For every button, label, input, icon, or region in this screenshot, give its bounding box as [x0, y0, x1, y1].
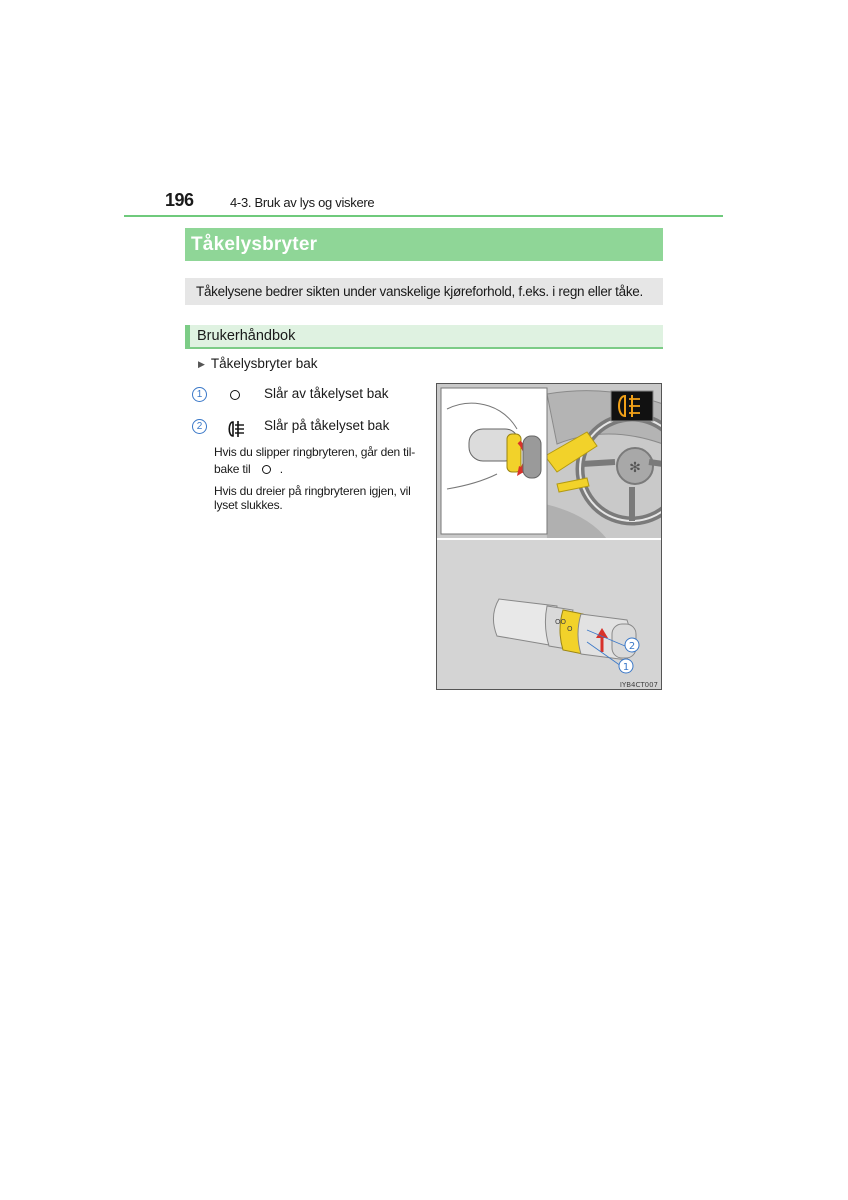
illustration-figure [436, 383, 662, 690]
note-1-line-2 [214, 461, 283, 478]
bullet-label: Tåkelysbryter bak [210, 356, 318, 371]
svg-text:O: O [567, 625, 573, 633]
svg-text:OO: OO [555, 618, 567, 626]
note-2-line-2: lyset slukkes. [214, 498, 283, 512]
rear-fog-light-icon [226, 420, 248, 443]
subheading: Brukerhåndbok [185, 325, 663, 349]
figure-callout-2: 2 [628, 641, 636, 652]
item-1-text: Slår av tåkelyset bak [264, 386, 389, 401]
intro-text: Tåkelysene bedrer sikten under vanskelige kjøreforhold, f.eks. i regn eller tåke. [185, 278, 663, 305]
fog-light-off-icon [262, 465, 271, 474]
callout-number-1: 1 [192, 387, 207, 402]
triangle-bullet-icon: ▶ [198, 359, 205, 369]
figure-code: IYB4CT007 [619, 681, 658, 689]
note-1-line-2-end: . [279, 462, 283, 476]
note-1-line-2-start: bake til [214, 462, 251, 476]
bullet-item [198, 356, 317, 371]
illustration-svg [437, 384, 662, 690]
figure-callout-1: 1 [622, 662, 630, 673]
steering-emblem-icon: ✻ [629, 460, 641, 476]
fog-light-off-icon [230, 390, 240, 400]
page-number: 196 [165, 190, 194, 210]
page-title: Tåkelysbryter [185, 228, 663, 261]
item-2-text: Slår på tåkelyset bak [264, 418, 390, 433]
callout-number-2: 2 [192, 419, 207, 434]
header-divider [124, 215, 723, 217]
section-reference: 4-3. Bruk av lys og viskere [230, 195, 375, 210]
note-2-line-1: Hvis du dreier på ringbryteren igjen, vil [214, 484, 411, 498]
note-1-line-1: Hvis du slipper ringbryteren, går den til- [214, 445, 416, 459]
